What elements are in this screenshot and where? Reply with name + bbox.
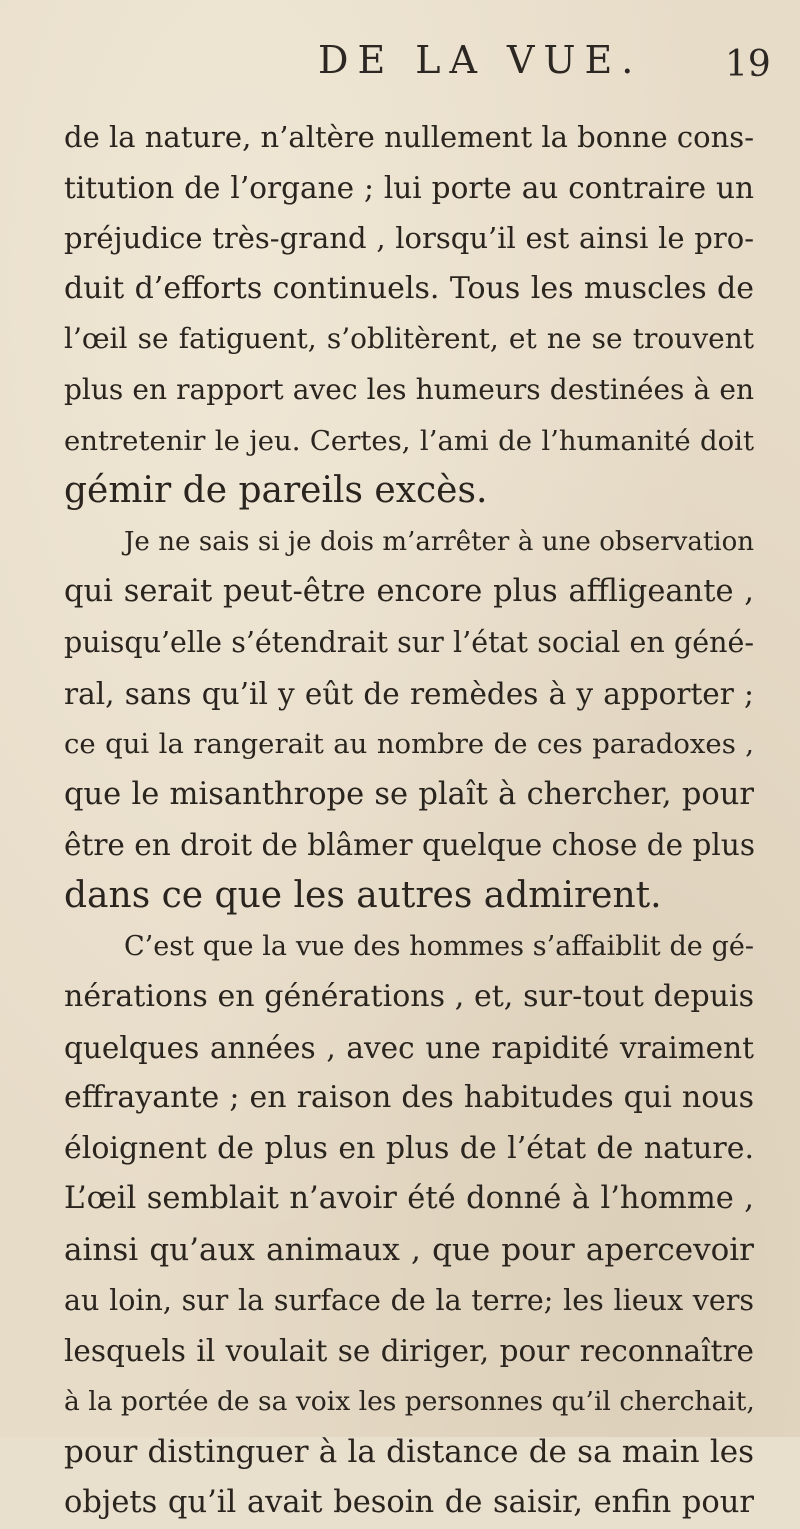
- text-line: que le misanthrope se plaît à chercher, pour: [64, 776, 754, 812]
- text-line: ral, sans qu’il y eût de remèdes à y apporter ;: [64, 676, 754, 711]
- text-line: C’est que la vue des hommes s’affaiblit de gé-: [124, 930, 754, 962]
- text-line: objets qu’il avait besoin de saisir, enfin pour: [64, 1485, 754, 1521]
- text-line: pour distinguer à la distance de sa main les: [64, 1434, 754, 1471]
- text-line: quelques années , avec une rapidité vraiment: [64, 1030, 754, 1065]
- text-line: entretenir le jeu. Certes, l’ami de l’humanité doit: [64, 424, 754, 457]
- text-line: effrayante ; en raison des habitudes qui nous: [64, 1080, 754, 1116]
- running-title: DE LA VUE.: [318, 38, 643, 82]
- text-line: préjudice très-grand , lorsqu’il est ainsi le pro-: [64, 221, 754, 256]
- text-line: plus en rapport avec les humeurs destinées à en: [64, 372, 754, 406]
- running-head: [0, 36, 800, 92]
- text-line: qui serait peut-être encore plus affligeante ,: [64, 574, 754, 610]
- text-line: L’œil semblait n’avoir été donné à l’homme ,: [64, 1181, 754, 1217]
- text-line: ce qui la rangerait au nombre de ces paradoxes ,: [64, 728, 754, 761]
- text-line: gémir de pareils excès.: [64, 470, 488, 512]
- text-line: duit d’efforts continuels. Tous les muscles de: [64, 270, 754, 306]
- text-line: l’œil se fatiguent, s’oblitèrent, et ne se trouvent: [64, 322, 754, 356]
- text-line: lesquels il voulait se diriger, pour reconnaître: [64, 1334, 754, 1369]
- body-text: [64, 112, 754, 1529]
- text-line: être en droit de blâmer quelque chose de plus: [64, 828, 755, 863]
- text-line: au loin, sur la surface de la terre; les lieux vers: [64, 1283, 754, 1317]
- text-line: de la nature, n’altère nullement la bonne cons-: [64, 120, 754, 154]
- text-line: à la portée de sa voix les personnes qu’il cherchait,: [64, 1385, 755, 1417]
- text-line: titution de l’organe ; lui porte au contraire un: [64, 170, 754, 205]
- text-line: dans ce que les autres admirent.: [64, 874, 662, 916]
- text-line: puisqu’elle s’étendrait sur l’état social en géné-: [64, 625, 754, 659]
- page-number: 19: [725, 44, 771, 85]
- text-line: Je ne sais si je dois m’arrêter à une observation: [124, 526, 754, 557]
- text-line: éloignent de plus en plus de l’état de nature.: [64, 1130, 754, 1166]
- text-line: nérations en générations , et, sur-tout depuis: [64, 979, 754, 1015]
- text-line: ainsi qu’aux animaux , que pour apercevoir: [64, 1232, 754, 1269]
